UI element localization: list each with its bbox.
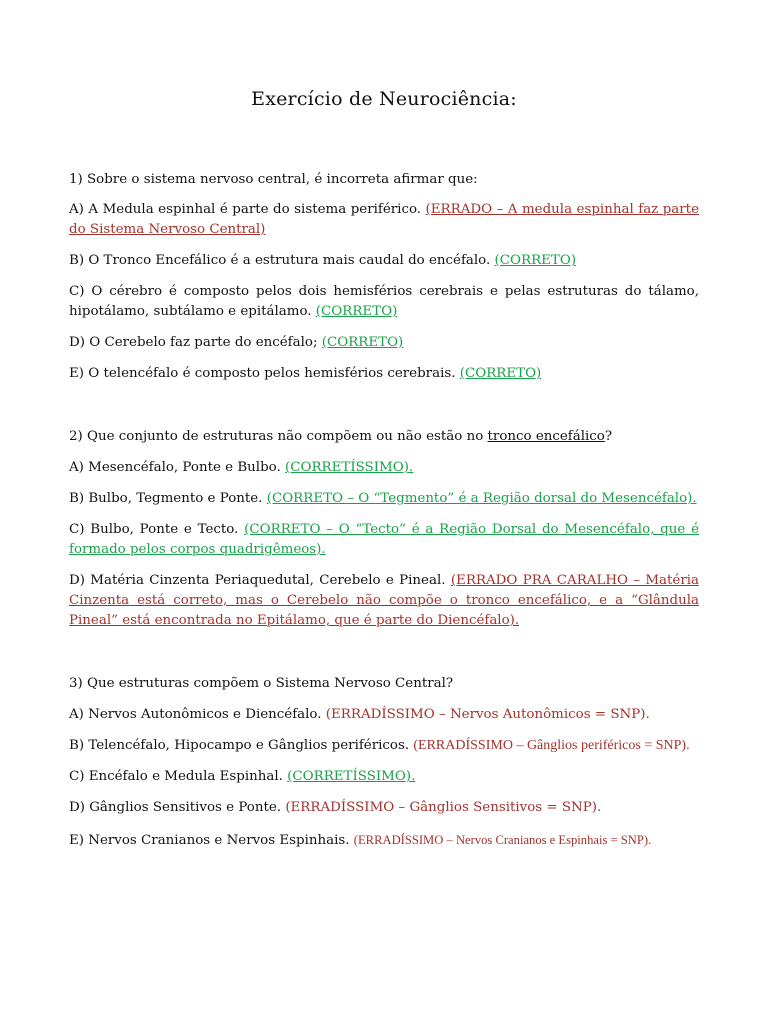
q1-option-b: [69, 251, 699, 271]
question-2-underlined: tronco encefálico: [487, 429, 605, 444]
q1-option-b-text: B) O Tronco Encefálico é a estrutura mais caudal do encéfalo.: [69, 253, 491, 268]
q3-option-e-verdict-text: (ERRADÍSSIMO – Nervos Cranianos e Espinhais = SNP).: [353, 833, 652, 847]
q1-option-d: [69, 333, 699, 353]
q3-option-a-text: A) Nervos Autonômicos e Diencéfalo.: [69, 707, 322, 722]
q3-option-d: [69, 798, 699, 818]
q3-option-e-verdict: [354, 833, 651, 848]
q3-option-a: [69, 705, 699, 725]
page-title: Exercício de Neurociência:: [251, 88, 517, 110]
q2-option-a-text: A) Mesencéfalo, Ponte e Bulbo.: [69, 460, 281, 475]
q3-option-b-text: B) Telencéfalo, Hipocampo e Gânglios periféricos.: [69, 738, 410, 753]
q2-option-d-text: D) Matéria Cinzenta Periaquedutal, Cerebelo e Pineal.: [69, 573, 446, 588]
q1-option-e-text: E) O telencéfalo é composto pelos hemisférios cerebrais.: [69, 366, 456, 381]
q3-option-c-text: C) Encéfalo e Medula Espinhal.: [69, 769, 283, 784]
q2-option-b-text: B) Bulbo, Tegmento e Ponte.: [69, 491, 263, 506]
q2-option-b: [69, 489, 699, 509]
q2-option-a-verdict: (CORRETÍSSIMO).: [285, 460, 414, 475]
q3-option-c: [69, 767, 699, 787]
q1-option-b-verdict: (CORRETO): [494, 253, 577, 268]
question-3: 3) Que estruturas compõem o Sistema Nervoso Central?: [69, 676, 454, 691]
q1-option-a: [69, 200, 699, 240]
q1-option-e-verdict: (CORRETO): [459, 366, 542, 381]
q1-option-e: [69, 364, 699, 384]
q2-option-b-verdict: (CORRETO – O “Tegmento” é a Região dorsal do Mesencéfalo).: [266, 491, 697, 506]
q3-option-a-verdict: (ERRADÍSSIMO – Nervos Autonômicos = SNP).: [325, 707, 650, 722]
q3-option-d-text: D) Gânglios Sensitivos e Ponte.: [69, 800, 282, 815]
q1-option-d-verdict: (CORRETO): [321, 335, 404, 350]
q3-option-b-verdict-text: (ERRADÍSSIMO – Gânglios periféricos = SNP).: [413, 738, 690, 753]
question-1: 1) Sobre o sistema nervoso central, é incorreta afirmar que:: [69, 172, 478, 187]
q3-option-e: [69, 830, 699, 851]
q3-option-c-verdict: (CORRETÍSSIMO).: [287, 769, 416, 784]
q2-option-d: [69, 571, 699, 631]
question-2-end: ?: [604, 429, 613, 444]
question-2: [69, 427, 699, 447]
q3-option-b: [69, 736, 699, 756]
q1-option-c-text: C) O cérebro é composto pelos dois hemisférios cerebrais e pelas estruturas do tálamo, hipotálamo, subtálamo e epitálamo.: [69, 284, 699, 319]
q1-option-c: [69, 282, 699, 322]
q3-option-b-verdict: [413, 738, 689, 753]
q2-option-c-verdict: (CORRETO – O “Tecto” é a Região Dorsal do Mesencéfalo, que é formado pelos corpos quadrigêmeos).: [69, 522, 699, 557]
q3-option-d-verdict: (ERRADÍSSIMO – Gânglios Sensitivos = SNP).: [285, 800, 602, 815]
q2-option-c-text: C) Bulbo, Ponte e Tecto.: [69, 522, 239, 537]
q2-option-a: [69, 458, 699, 478]
question-2-text: 2) Que conjunto de estruturas não compõem ou não estão no: [69, 429, 488, 444]
q1-option-a-text: A) A Medula espinhal é parte do sistema periférico.: [69, 202, 422, 217]
q1-option-d-text: D) O Cerebelo faz parte do encéfalo;: [69, 335, 318, 350]
q2-option-c: [69, 520, 699, 560]
q3-option-e-text: E) Nervos Cranianos e Nervos Espinhais.: [69, 833, 350, 848]
q2-option-d-verdict: (ERRADO PRA CARALHO – Matéria Cinzenta está correto, mas o Cerebelo não compõe o tronco encefálico, e a “Glândula Pineal” está encontrada no Epitálamo, que é parte do Diencéfalo).: [69, 573, 699, 628]
q1-option-a-verdict: (ERRADO – A medula espinhal faz parte do Sistema Nervoso Central): [69, 202, 699, 237]
q1-option-c-verdict: (CORRETO): [315, 304, 398, 319]
